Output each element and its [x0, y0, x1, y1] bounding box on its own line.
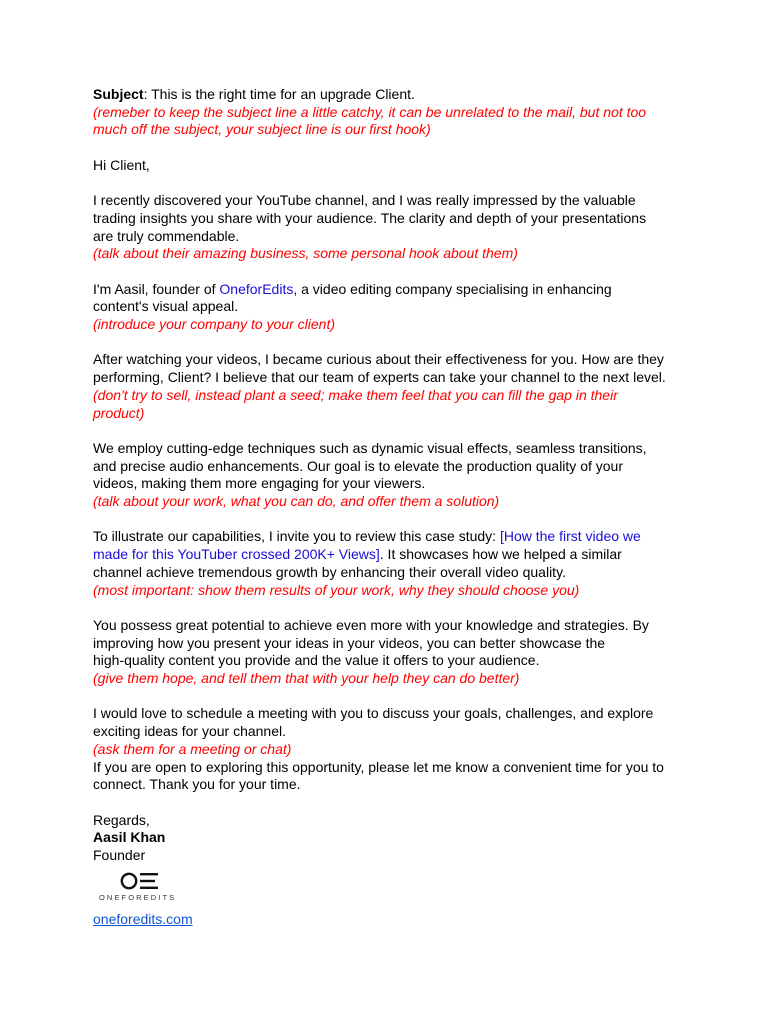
paragraph-1-line-2: trading insights you share with your audience. The clarity and depth of your presentations [93, 209, 647, 226]
paragraph-6-line-3: high-quality content you provide and the value it offers to your audience. [93, 652, 540, 669]
logo-wordmark: ONEFOREDITS [99, 892, 177, 902]
greeting: Hi Client, [93, 156, 150, 173]
subject-text: : This is the right time for an upgrade Client. [143, 86, 415, 102]
paragraph-7-line-1: I would love to schedule a meeting with you to discuss your goals, challenges, and explore [93, 705, 654, 722]
paragraph-1-line-1: I recently discovered your YouTube channel, and I was really impressed by the valuable [93, 192, 636, 209]
paragraph-4-line-3: videos, making them more engaging for your viewers. [93, 475, 426, 492]
paragraph-5-line-2 [93, 546, 683, 564]
paragraph-3-line-2: performing, Client? I believe that our team of experts can take your channel to the next level. [93, 369, 666, 386]
paragraph-2-post: , a video editing company specialising in enhancing [293, 280, 612, 297]
paragraph-3-note-line-1: (don't try to sell, instead plant a seed; make them feel that you can fill the gap in their [93, 386, 618, 403]
paragraph-2-note: (introduce your company to your client) [93, 316, 335, 333]
subject-label: Subject [93, 86, 144, 102]
paragraph-6-line-1: You possess great potential to achieve even more with your knowledge and strategies. By [93, 616, 649, 633]
case-study-link-part-2[interactable]: made for this YouTuber crossed 200K+ Views] [93, 546, 380, 563]
paragraph-5-note: (most important: show them results of your work, why they should choose you) [93, 581, 580, 598]
paragraph-7-line-3: If you are open to exploring this opportunity, please let me know a convenient time for you to [93, 758, 664, 775]
paragraph-2-line-1 [93, 281, 683, 299]
subject-note-line-1: (remeber to keep the subject line a little catchy, it can be unrelated to the mail, but not too [93, 103, 647, 120]
paragraph-1-line-3: are truly commendable. [93, 227, 240, 244]
paragraph-5-post: . It showcases how we helped a similar [379, 546, 622, 563]
paragraph-4-line-2: and precise audio enhancements. Our goal is to elevate the production quality of your [93, 457, 623, 474]
signer-title: Founder [93, 847, 146, 864]
paragraph-7-line-4: connect. Thank you for your time. [93, 776, 301, 793]
paragraph-6-line-2: improving how you present your ideas in your videos, you can better showcase the [93, 634, 606, 651]
paragraph-5-line-3: channel achieve tremendous growth by enhancing their overall video quality. [93, 563, 566, 580]
website-link[interactable]: oneforedits.com [93, 910, 193, 927]
company-link[interactable]: OneforEdits [219, 280, 294, 297]
paragraph-3-note-line-2: product) [93, 404, 145, 421]
paragraph-4-note: (talk about your work, what you can do, and offer them a solution) [93, 493, 500, 510]
paragraph-6-note: (give them hope, and tell them that with your help they can do better) [93, 670, 520, 687]
closing: Regards, [93, 811, 150, 828]
paragraph-7-line-2: exciting ideas for your channel. [93, 723, 286, 740]
email-document [93, 86, 683, 929]
paragraph-7-note: (ask them for a meeting or chat) [93, 740, 292, 757]
oneforedits-logo [93, 869, 193, 907]
subject-line [93, 86, 683, 104]
subject-note-line-2: much off the subject, your subject line is our first hook) [93, 121, 431, 138]
paragraph-2-pre: I'm Aasil, founder of [93, 280, 220, 297]
signer-name: Aasil Khan [93, 829, 166, 846]
paragraph-3-line-1: After watching your videos, I became curious about their effectiveness for you. How are they [93, 351, 664, 368]
paragraph-5-line-1 [93, 528, 683, 546]
paragraph-5-pre: To illustrate our capabilities, I invite you to review this case study: [93, 528, 500, 545]
paragraph-2-line-2: content's visual appeal. [93, 298, 239, 315]
paragraph-4-line-1: We employ cutting-edge techniques such as dynamic visual effects, seamless transitions, [93, 439, 647, 456]
website-line [93, 911, 683, 929]
case-study-link-part-1[interactable]: [How the first video we [499, 528, 641, 545]
paragraph-1-note: (talk about their amazing business, some personal hook about them) [93, 245, 518, 262]
